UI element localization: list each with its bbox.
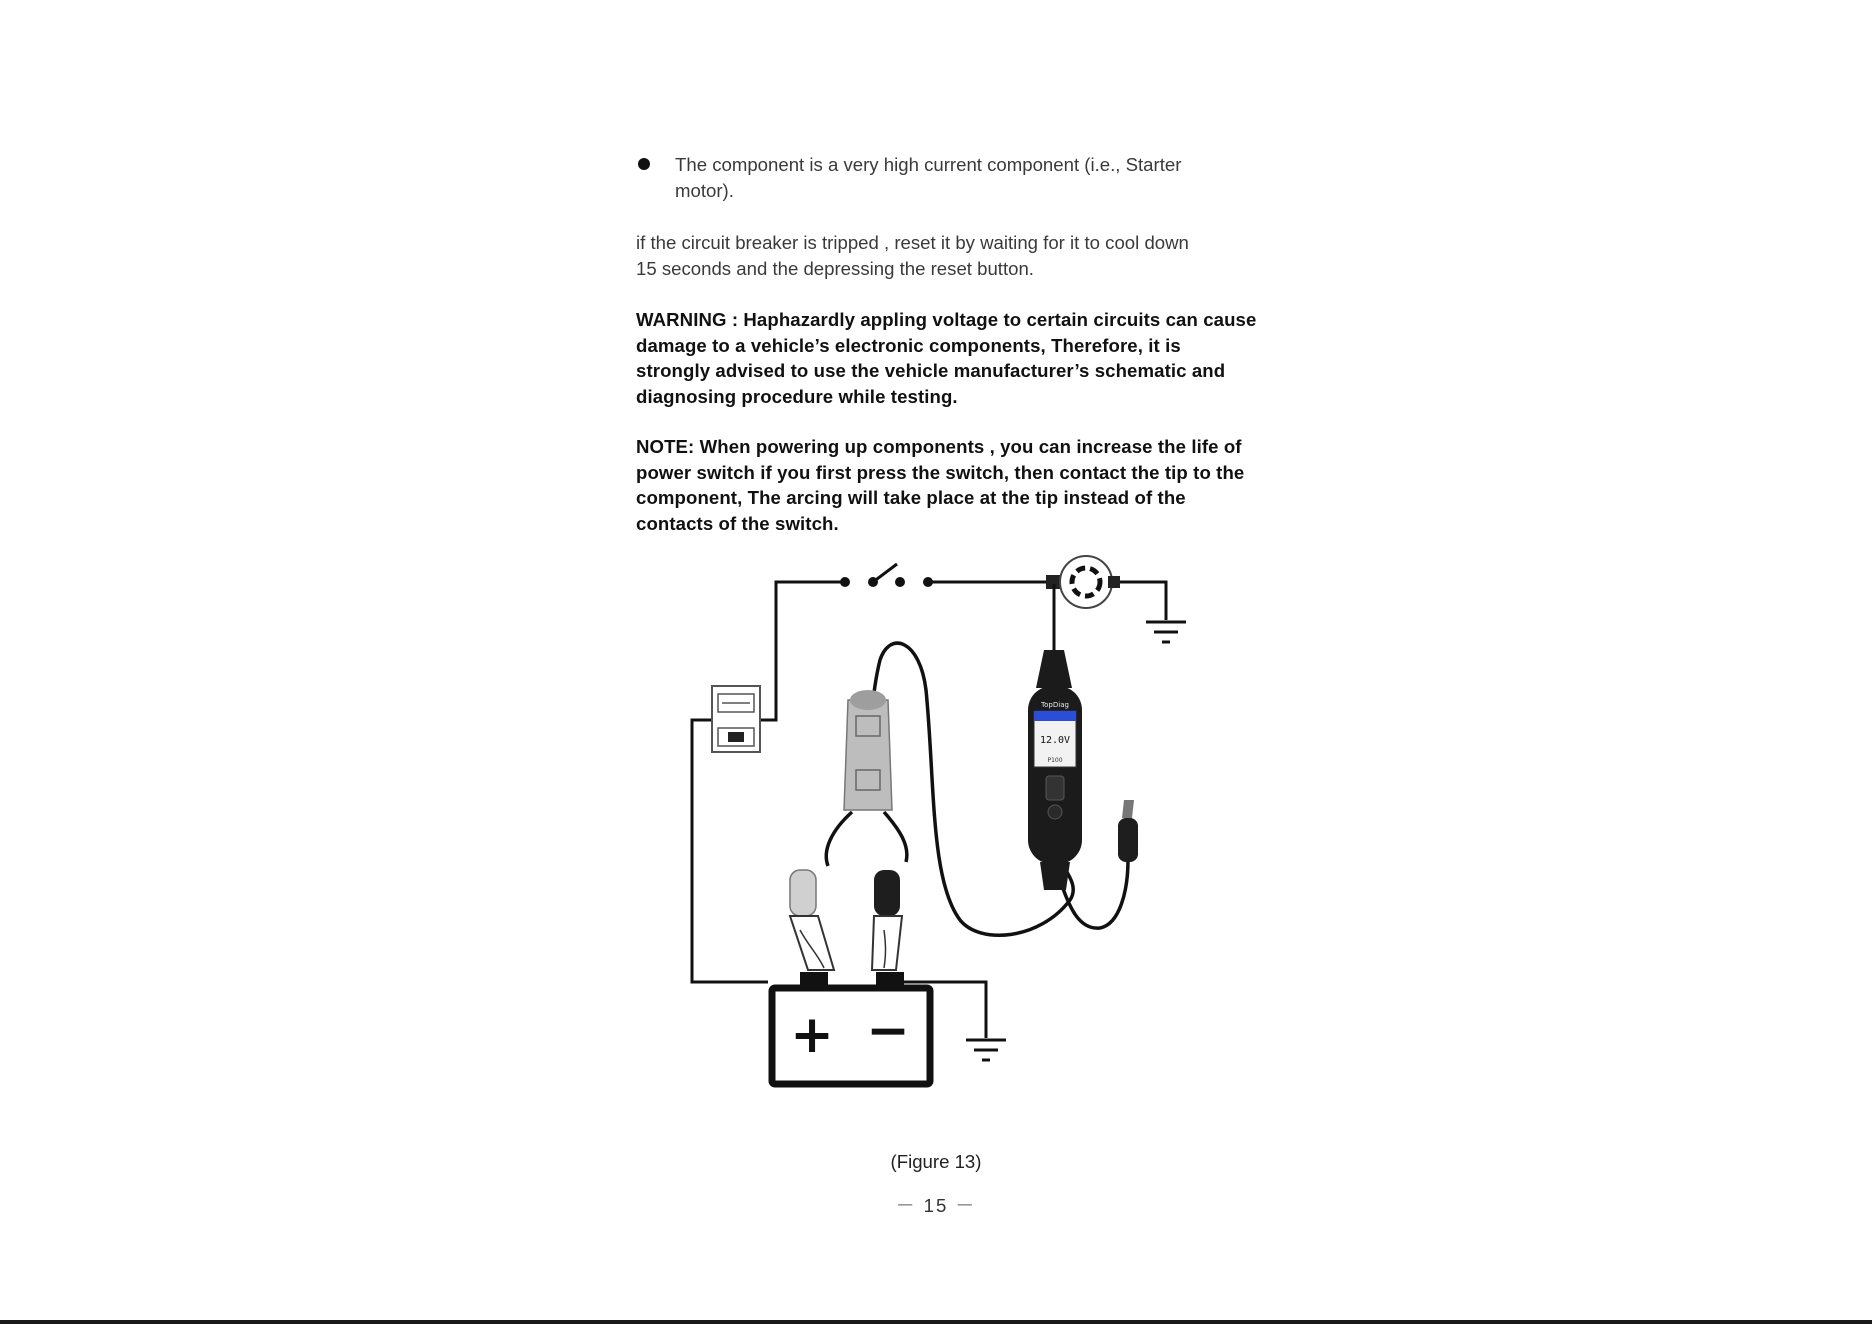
- switch: [840, 564, 933, 587]
- probe-strain-relief: [1040, 862, 1070, 890]
- ground-symbol-top: [1146, 622, 1186, 642]
- switch-contact: [840, 577, 850, 587]
- text-line: NOTE: When powering up components , you can increase the life of: [636, 436, 1242, 457]
- power-probe-device: [1028, 686, 1082, 890]
- text-line: damage to a vehicle’s electronic components, Therefore, it is: [636, 334, 1181, 356]
- text-line: WARNING : Haphazardly appling voltage to certain circuits can cause: [636, 309, 1257, 330]
- wire-component-to-ground: [1112, 582, 1166, 620]
- text-line: motor).: [675, 179, 734, 201]
- connector-tail: [1108, 576, 1120, 588]
- text-line: diagnosing procedure while testing.: [636, 385, 958, 407]
- ground-clip: [1118, 800, 1138, 862]
- device-rocker-switch: [1046, 776, 1064, 800]
- switch-lever: [873, 564, 897, 582]
- battery: [772, 972, 930, 1084]
- battery-plus-label: +: [790, 1005, 834, 1065]
- screen-status-bar: [1034, 711, 1076, 721]
- device-model: P100: [1047, 757, 1063, 764]
- device-brand: TopDiag: [1041, 701, 1069, 709]
- component-connector: [1046, 556, 1120, 608]
- circuit-breaker: [712, 686, 760, 752]
- device-button: [1048, 805, 1062, 819]
- battery-minus-label: −: [866, 1001, 910, 1061]
- switch-contact: [923, 577, 933, 587]
- connector-socket: [1060, 556, 1112, 608]
- device-reading: 12.0V: [1039, 735, 1071, 746]
- text-line: power switch if you first press the switch, then contact the tip to the: [636, 461, 1245, 483]
- cable-to-red-clamp: [826, 812, 852, 866]
- cable-breaker-module: [844, 690, 892, 810]
- positive-clamp: [790, 870, 834, 970]
- page-bottom-rule: [0, 1320, 1872, 1324]
- text-line: if the circuit breaker is tripped , reset it by waiting for it to cool down: [636, 232, 1189, 253]
- ground-symbol-bottom: [966, 1040, 1006, 1060]
- switch-contact: [895, 577, 905, 587]
- wire-breaker-to-switch: [760, 582, 845, 720]
- text-line: contacts of the switch.: [636, 512, 839, 534]
- text-line: The component is a very high current component (i.e., Starter: [675, 154, 1182, 175]
- wire-breaker-to-battery: [692, 720, 768, 982]
- page-number: － 15 －: [895, 1195, 977, 1216]
- negative-clamp: [872, 870, 902, 970]
- text-line: strongly advised to use the vehicle manufacturer’s schematic and: [636, 360, 1226, 381]
- circuit-wires: [692, 582, 1166, 1038]
- figure-caption: (Figure 13): [890, 1151, 982, 1172]
- text-line: component, The arcing will take place at the tip instead of the: [636, 487, 1186, 508]
- cable-to-ground-clip: [1060, 860, 1128, 928]
- cable-to-black-clamp: [884, 812, 907, 862]
- text-line: 15 seconds and the depressing the reset button.: [636, 257, 1034, 279]
